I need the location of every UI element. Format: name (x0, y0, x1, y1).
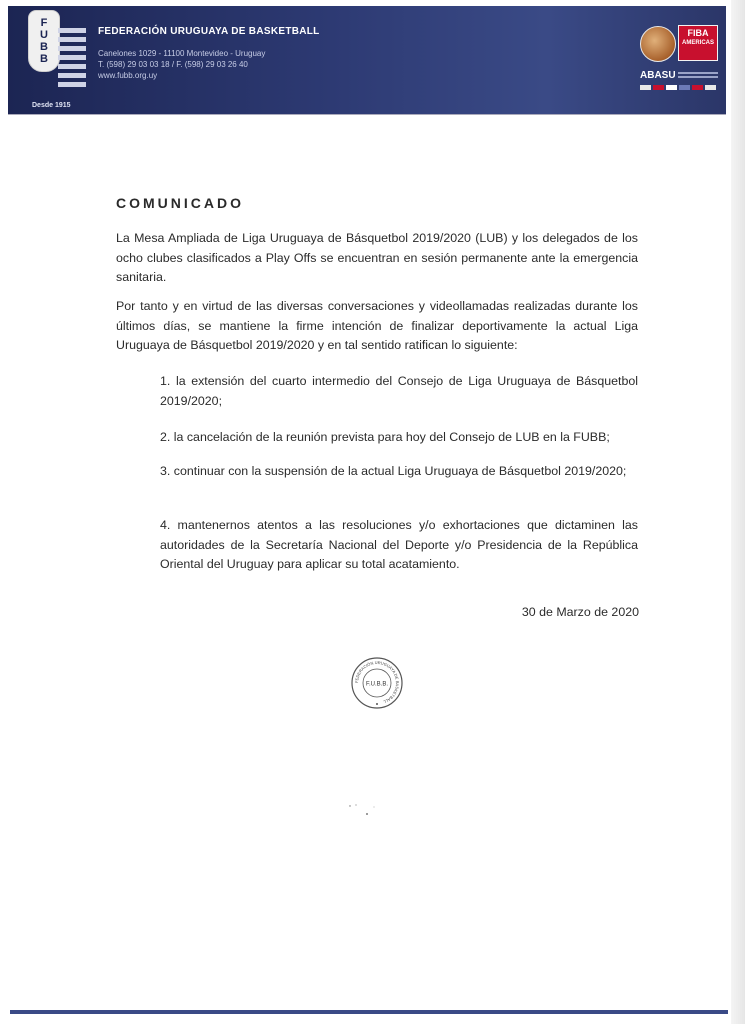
paragraph-intro: La Mesa Ampliada de Liga Uruguaya de Básquetbol 2019/2020 (LUB) y los delegados de los ocho clubes clasificados a Play Offs se encuentran en sesión permanente ante la emergencia sanitaria. (116, 231, 638, 284)
scan-specks (340, 800, 390, 820)
logo-stripes (58, 28, 86, 98)
org-address: Canelones 1029 - 11100 Montevideo - Uruguay (98, 49, 266, 58)
basketball-globe-icon (640, 26, 676, 62)
fubb-logo (18, 10, 88, 110)
footer-rule (10, 1010, 728, 1014)
document-date: 30 de Marzo de 2020 (521, 605, 639, 619)
page-edge (731, 0, 745, 1024)
document-title: COMUNICADO (116, 195, 244, 211)
abasu-logo: ABASU (640, 70, 676, 81)
seal-center-text: F.U.B.B. (365, 681, 389, 688)
logo-since: Desde 1915 (32, 102, 71, 109)
list-item-3: 3. continuar con la suspensión de la actual Liga Uruguaya de Básquetbol 2019/2020; (160, 464, 627, 478)
list-item-4: 4. mantenernos atentos a las resoluciones y/o exhortaciones que dictaminen las autoridades de la Secretaría Nacional del Deporte y/o Presidencia de la República Oriental del Uruguay para aplicar su total acatamiento. (160, 518, 638, 571)
org-name: FEDERACIÓN URUGUAYA DE BASKETBALL (98, 26, 320, 37)
org-website: www.fubb.org.uy (98, 71, 158, 80)
seal-ring-text: FEDERACIÓN URUGUAYA DE BASKETBALL (353, 659, 401, 705)
fubb-seal-stamp (350, 656, 404, 710)
fiba-americas-badge: FIBA AMERICAS (678, 25, 718, 61)
list-item-1: 1. la extensión del cuarto intermedio del Consejo de Liga Uruguaya de Básquetbol 2019/2020; (160, 374, 638, 408)
abasu-subtitle (678, 72, 718, 80)
flag-strip (640, 85, 716, 90)
org-phone: T. (598) 29 03 03 18 / F. (598) 29 03 26 40 (98, 60, 248, 69)
letterhead-banner (8, 6, 726, 114)
list-item-2: 2. la cancelación de la reunión prevista para hoy del Consejo de LUB en la FUBB; (160, 430, 610, 444)
fubb-shield-icon: F U B B (28, 10, 60, 72)
paragraph-context: Por tanto y en virtud de las diversas conversaciones y videollamadas realizadas durante los últimos días, se mantiene la firme intención de finalizar deportivamente la actual Liga Uruguaya de Básquetbol 2019/2020 y en tal sentido ratifican lo siguiente: (116, 299, 638, 352)
